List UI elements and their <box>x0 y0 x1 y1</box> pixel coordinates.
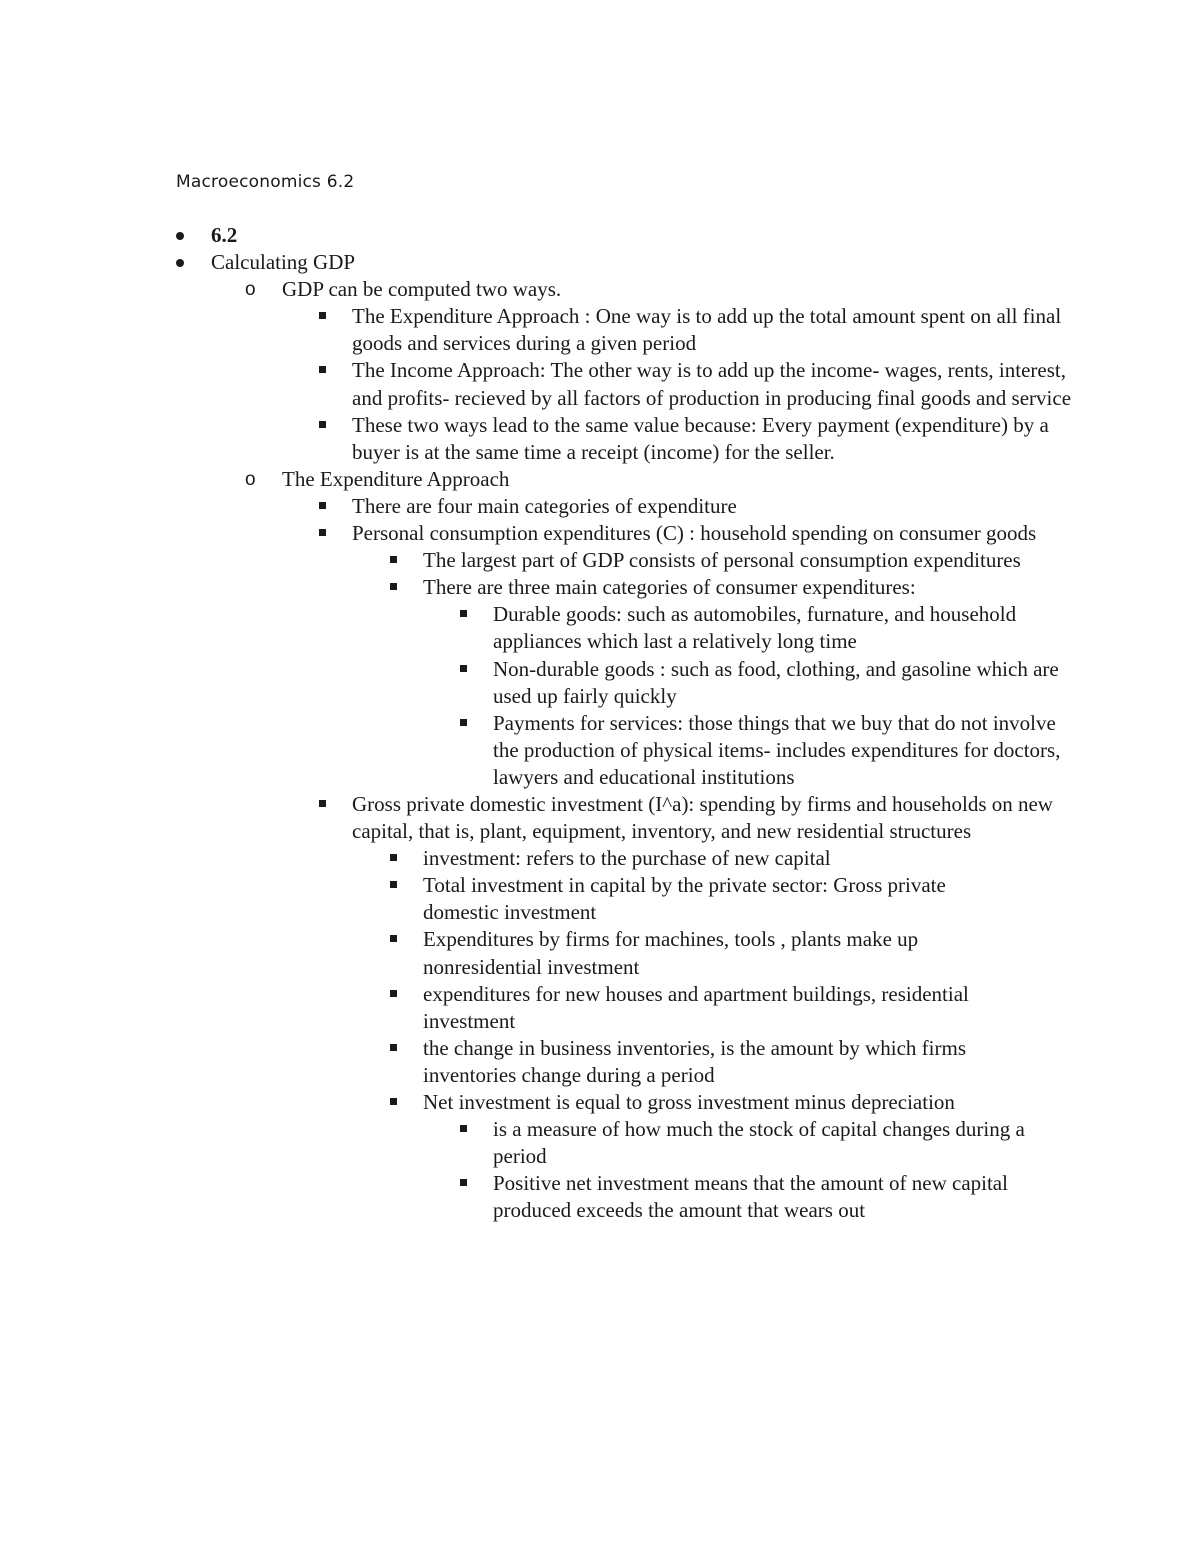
list-item <box>352 412 1072 466</box>
bullet-dot-icon <box>176 259 184 267</box>
list-item <box>352 303 1072 357</box>
list-item-text: Payments for services: those things that we buy that do not involve the production of physical items- includes expenditures for doctors, lawyers and educational institutions <box>493 710 1061 789</box>
list-item <box>352 791 1072 845</box>
list-item-text: The Income Approach: The other way is to add up the income- wages, rents, interest, and profits- recieved by all factors of production in producing final goods and service <box>352 358 1072 410</box>
list-item <box>493 601 1063 655</box>
list-item <box>352 520 1072 547</box>
list-item <box>245 466 1072 493</box>
list-item <box>493 710 1063 791</box>
bullet-dot-icon <box>176 232 184 240</box>
list-item <box>423 1035 1023 1089</box>
list-item-text: Non-durable goods : such as food, clothing, and gasoline which are used up fairly quickly <box>493 656 1059 708</box>
list-item <box>423 845 1023 872</box>
bullet-square-icon <box>319 421 326 428</box>
bullet-square-icon <box>390 990 397 997</box>
list-item-text: There are four main categories of expenditure <box>352 493 737 518</box>
bullet-square-icon <box>390 1098 397 1105</box>
bullet-square-icon <box>319 502 326 509</box>
list-item <box>211 222 1071 249</box>
list-item-text: The Expenditure Approach : One way is to add up the total amount spent on all final goods and services during a given period <box>352 304 1062 356</box>
list-item-text: Total investment in capital by the private sector: Gross private domestic investment <box>423 873 946 925</box>
list-item <box>245 276 1072 303</box>
page-title: Macroeconomics 6.2 <box>176 172 355 192</box>
list-item <box>423 872 1023 926</box>
list-item-text: the change in business inventories, is the amount by which firms inventories change during a period <box>423 1035 966 1087</box>
bullet-square-icon <box>319 800 326 807</box>
list-item-text: The largest part of GDP consists of personal consumption expenditures <box>423 548 1021 573</box>
bullet-square-icon <box>460 719 467 726</box>
list-item-text: GDP can be computed two ways. <box>282 277 562 302</box>
list-item-text: investment: refers to the purchase of new capital <box>423 846 831 871</box>
bullet-square-icon <box>460 665 467 672</box>
bullet-square-icon <box>460 1179 467 1186</box>
list-item-text: expenditures for new houses and apartment buildings, residential investment <box>423 981 969 1033</box>
bullet-square-icon <box>319 366 326 373</box>
list-item <box>423 547 1023 574</box>
list-item-text: Calculating GDP <box>211 250 356 275</box>
bullet-square-icon <box>390 935 397 942</box>
bullet-square-icon <box>390 556 397 563</box>
bullet-square-icon <box>460 1125 467 1132</box>
bullet-square-icon <box>390 583 397 590</box>
list-item-text: 6.2 <box>211 223 238 247</box>
list-item <box>423 574 1023 601</box>
list-item <box>423 926 1023 980</box>
list-item <box>211 249 1071 276</box>
list-item <box>423 981 1023 1035</box>
list-item <box>493 656 1063 710</box>
bullet-square-icon <box>390 881 397 888</box>
list-item <box>352 493 1072 520</box>
bullet-square-icon <box>390 854 397 861</box>
list-item-text: There are three main categories of consumer expenditures: <box>423 575 916 600</box>
outline-list <box>0 222 1200 1224</box>
bullet-square-icon <box>319 312 326 319</box>
list-item-text: These two ways lead to the same value because: Every payment (expenditure) by a buyer is at the same time a receipt (income) for the seller. <box>352 412 1049 464</box>
bullet-circle-icon: o <box>245 279 256 301</box>
bullet-square-icon <box>319 529 326 536</box>
list-item-text: Net investment is equal to gross investment minus depreciation <box>423 1090 955 1114</box>
list-item <box>493 1170 1063 1224</box>
list-item-text: Gross private domestic investment (I^a): spending by firms and households on new capital, that is, plant, equipment, inventory, and new residential structures <box>352 791 1053 844</box>
bullet-square-icon <box>390 1044 397 1051</box>
list-item <box>493 1116 1063 1170</box>
list-item-text: Positive net investment means that the amount of new capital produced exceeds the amount that wears out <box>493 1171 1008 1223</box>
list-item <box>352 357 1072 411</box>
list-item-text: The Expenditure Approach <box>282 466 510 491</box>
list-item-text: Durable goods: such as automobiles, furnature, and household appliances which last a relatively long time <box>493 602 1017 654</box>
list-item-text: is a measure of how much the stock of capital changes during a period <box>493 1117 1025 1169</box>
list-item-text: Personal consumption expenditures (C) : household spending on consumer goods <box>352 521 1037 546</box>
bullet-square-icon <box>460 610 467 617</box>
list-item-text: Expenditures by firms for machines, tools , plants make up nonresidential investment <box>423 927 919 979</box>
bullet-circle-icon: o <box>245 468 256 490</box>
list-item <box>423 1089 1023 1116</box>
